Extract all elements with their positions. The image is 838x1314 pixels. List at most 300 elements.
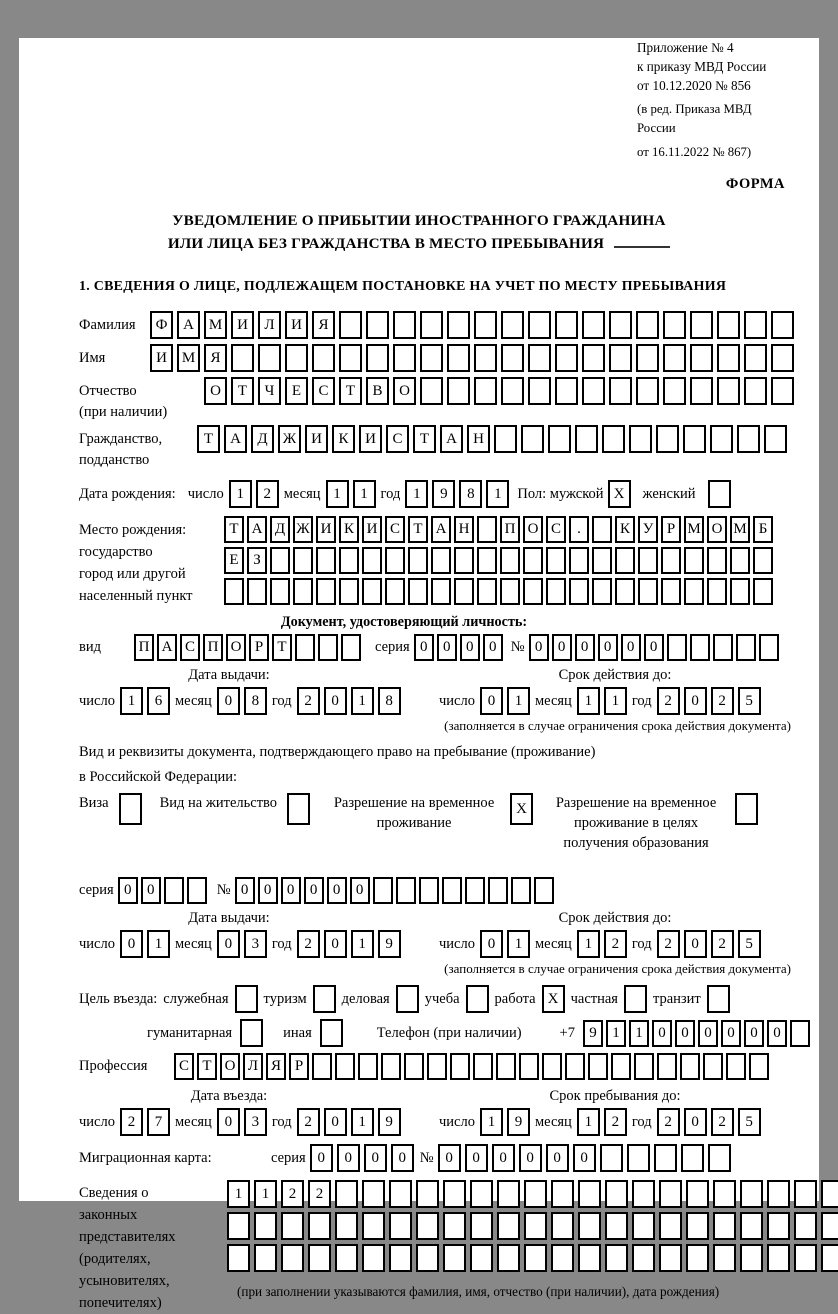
char-cell xyxy=(749,1053,769,1080)
doc-number-cells xyxy=(529,634,779,661)
purpose-transit-label: транзит xyxy=(652,990,701,1007)
char-cell: О xyxy=(393,377,416,405)
annex-edit-line: от 16.11.2022 № 867) xyxy=(637,145,752,159)
migration-number-cells xyxy=(438,1144,731,1172)
char-cell xyxy=(737,425,760,453)
char-cell xyxy=(488,877,508,904)
issue-date-heading: Дата выдачи: xyxy=(188,667,270,683)
char-cell xyxy=(740,1244,763,1272)
char-cell xyxy=(726,1053,746,1080)
day-label: число xyxy=(79,935,115,952)
char-cell: 2 xyxy=(604,930,627,958)
char-cell xyxy=(270,547,290,574)
char-cell xyxy=(656,425,679,453)
char-cell xyxy=(389,1180,412,1208)
purpose-study-checkbox xyxy=(466,985,489,1013)
expiry-date-heading: Срок действия до: xyxy=(558,910,672,926)
birth-place-line3-cells xyxy=(224,578,773,605)
char-cell: 0 xyxy=(217,687,240,715)
birth-date-group xyxy=(188,480,510,508)
char-cell xyxy=(632,1212,655,1240)
char-cell: 0 xyxy=(546,1144,569,1172)
char-cell: 3 xyxy=(244,1108,267,1136)
char-cell: К xyxy=(332,425,355,453)
birth-place-row xyxy=(79,516,819,607)
char-cell: Я xyxy=(312,311,335,339)
day-label: число xyxy=(439,935,475,952)
residence-series-cells xyxy=(118,877,207,904)
char-cell: 0 xyxy=(684,1108,707,1136)
char-cell: А xyxy=(431,516,451,543)
char-cell xyxy=(790,1020,810,1047)
char-cell: Р xyxy=(661,516,681,543)
purpose-official-label: служебная xyxy=(163,990,229,1007)
char-cell xyxy=(442,877,462,904)
birth-date-label: Дата рождения: xyxy=(79,485,176,502)
char-cell: 8 xyxy=(459,480,482,508)
char-cell xyxy=(740,1180,763,1208)
char-cell: С xyxy=(386,425,409,453)
year-label: год xyxy=(631,935,652,952)
purpose-other-label: иная xyxy=(283,1024,312,1041)
char-cell xyxy=(771,377,794,405)
title-blank-underline xyxy=(614,234,670,248)
annex-line: Приложение № 4 xyxy=(637,40,734,55)
char-cell xyxy=(680,1053,700,1080)
char-cell: М xyxy=(177,344,200,372)
char-cell: М xyxy=(730,516,750,543)
char-cell xyxy=(659,1180,682,1208)
expiry-day-cells xyxy=(480,687,530,715)
char-cell: 2 xyxy=(711,930,734,958)
char-cell xyxy=(420,377,443,405)
char-cell xyxy=(794,1244,817,1272)
char-cell xyxy=(690,634,710,661)
char-cell: О xyxy=(204,377,227,405)
char-cell: 9 xyxy=(432,480,455,508)
visa-checkbox xyxy=(119,793,142,825)
char-cell: С xyxy=(174,1053,194,1080)
char-cell xyxy=(654,1144,677,1172)
char-cell xyxy=(659,1212,682,1240)
month-label: месяц xyxy=(283,485,321,502)
char-cell: А xyxy=(247,516,267,543)
char-cell xyxy=(454,547,474,574)
char-cell: 2 xyxy=(711,1108,734,1136)
char-cell xyxy=(713,634,733,661)
day-label: число xyxy=(439,692,475,709)
expiry-month-cells xyxy=(577,930,627,958)
char-cell xyxy=(316,547,336,574)
doc-series-label: серия xyxy=(375,639,410,655)
char-cell: 0 xyxy=(529,634,549,661)
char-cell xyxy=(578,1180,601,1208)
patronymic-cells xyxy=(204,377,794,405)
char-cell xyxy=(740,1212,763,1240)
char-cell xyxy=(542,1053,562,1080)
char-cell xyxy=(187,877,207,904)
char-cell: И xyxy=(316,516,336,543)
char-cell: Л xyxy=(243,1053,263,1080)
char-cell xyxy=(254,1244,277,1272)
char-cell: 5 xyxy=(738,1108,761,1136)
doc-kind-cells xyxy=(134,634,361,661)
char-cell: 0 xyxy=(438,1144,461,1172)
char-cell xyxy=(592,516,612,543)
char-cell xyxy=(636,311,659,339)
char-cell: О xyxy=(220,1053,240,1080)
purpose-humanitarian-checkbox xyxy=(240,1019,263,1047)
option-visa xyxy=(79,793,142,825)
purpose-business-label: деловая xyxy=(341,990,390,1007)
char-cell: 8 xyxy=(378,687,401,715)
char-cell xyxy=(767,1180,790,1208)
purpose-row1 xyxy=(79,985,819,1013)
char-cell: 2 xyxy=(297,1108,320,1136)
char-cell xyxy=(164,877,184,904)
purpose-work-checkbox: X xyxy=(542,985,565,1013)
char-cell: 1 xyxy=(507,930,530,958)
char-cell xyxy=(501,311,524,339)
char-cell: 0 xyxy=(675,1020,695,1047)
char-cell xyxy=(293,578,313,605)
purpose-study-label: учеба xyxy=(424,990,460,1007)
purpose-work-label: работа xyxy=(494,990,536,1007)
char-cell xyxy=(450,1053,470,1080)
year-label: год xyxy=(631,692,652,709)
char-cell xyxy=(592,547,612,574)
char-cell: 2 xyxy=(120,1108,143,1136)
char-cell: 0 xyxy=(258,877,278,904)
char-cell xyxy=(443,1212,466,1240)
char-cell xyxy=(767,1244,790,1272)
entry-date-group xyxy=(79,1108,439,1136)
char-cell: 0 xyxy=(324,1108,347,1136)
char-cell xyxy=(794,1212,817,1240)
char-cell: Я xyxy=(204,344,227,372)
char-cell xyxy=(270,578,290,605)
char-cell xyxy=(362,578,382,605)
series-label: серия xyxy=(79,882,114,898)
char-cell: Р xyxy=(289,1053,309,1080)
char-cell: 7 xyxy=(147,1108,170,1136)
char-cell xyxy=(501,344,524,372)
char-cell: 0 xyxy=(120,930,143,958)
char-cell: 2 xyxy=(281,1180,304,1208)
issue-month-cells xyxy=(217,930,267,958)
char-cell: 0 xyxy=(492,1144,515,1172)
char-cell xyxy=(771,311,794,339)
char-cell: 0 xyxy=(575,634,595,661)
citizenship-cells xyxy=(197,425,787,453)
char-cell xyxy=(528,344,551,372)
stay-year-cells xyxy=(657,1108,761,1136)
char-cell xyxy=(494,425,517,453)
char-cell: 0 xyxy=(744,1020,764,1047)
temp-residence-checkbox: X xyxy=(510,793,533,825)
entry-stay-dates xyxy=(79,1088,819,1136)
char-cell xyxy=(690,344,713,372)
char-cell xyxy=(312,1053,332,1080)
char-cell: 9 xyxy=(583,1020,603,1047)
char-cell xyxy=(551,1244,574,1272)
issue-date-group xyxy=(79,687,439,715)
char-cell: 0 xyxy=(235,877,255,904)
purpose-private-label: частная xyxy=(570,990,618,1007)
char-cell xyxy=(690,311,713,339)
char-cell: 1 xyxy=(353,480,376,508)
char-cell xyxy=(681,1144,704,1172)
given-name-row xyxy=(79,344,819,372)
char-cell: К xyxy=(339,516,359,543)
char-cell: 2 xyxy=(604,1108,627,1136)
char-cell: И xyxy=(285,311,308,339)
representatives-block xyxy=(79,1180,819,1314)
char-cell xyxy=(366,311,389,339)
sex-male-checkbox: X xyxy=(608,480,631,508)
char-cell: 0 xyxy=(573,1144,596,1172)
phone-label: Телефон (при наличии) xyxy=(376,1024,522,1041)
char-cell: 1 xyxy=(227,1180,250,1208)
char-cell xyxy=(416,1180,439,1208)
char-cell xyxy=(528,311,551,339)
identity-doc-heading: Документ, удостоверяющий личность: xyxy=(280,614,528,630)
year-label: год xyxy=(271,692,292,709)
option-residence-permit xyxy=(160,793,310,825)
char-cell xyxy=(730,578,750,605)
char-cell: Я xyxy=(266,1053,286,1080)
char-cell: Т xyxy=(224,516,244,543)
char-cell xyxy=(465,877,485,904)
char-cell: 1 xyxy=(604,687,627,715)
expiry-year-cells xyxy=(657,687,761,715)
char-cell xyxy=(764,425,787,453)
char-cell xyxy=(663,377,686,405)
char-cell: 0 xyxy=(324,930,347,958)
char-cell: П xyxy=(500,516,520,543)
char-cell xyxy=(582,311,605,339)
char-cell: 0 xyxy=(460,634,480,661)
char-cell xyxy=(420,311,443,339)
representatives-note: (при заполнении указываются фамилия, имя, отчество (при наличии), дата рождения) xyxy=(237,1284,720,1299)
stay-until-heading: Срок пребывания до: xyxy=(549,1088,681,1104)
char-cell xyxy=(523,547,543,574)
char-cell xyxy=(703,1053,723,1080)
char-cell: 1 xyxy=(351,1108,374,1136)
char-cell: Ж xyxy=(278,425,301,453)
char-cell: О xyxy=(523,516,543,543)
migration-number-label: № xyxy=(419,1149,434,1166)
char-cell: 0 xyxy=(217,930,240,958)
char-cell: Б xyxy=(753,516,773,543)
residence-doc-dates xyxy=(79,910,819,958)
residence-doc-series-row xyxy=(79,877,819,904)
char-cell: 1 xyxy=(577,930,600,958)
annex-line: от 10.12.2020 № 856 xyxy=(637,78,751,93)
char-cell xyxy=(759,634,779,661)
char-cell xyxy=(416,1244,439,1272)
annex-line: к приказу МВД России xyxy=(637,59,767,74)
char-cell: 1 xyxy=(229,480,252,508)
char-cell xyxy=(528,377,551,405)
year-label: год xyxy=(631,1113,652,1130)
char-cell xyxy=(615,547,635,574)
char-cell: Т xyxy=(339,377,362,405)
temp-residence-label: Разрешение на временное проживание xyxy=(333,795,495,831)
char-cell: К xyxy=(615,516,635,543)
char-cell xyxy=(393,344,416,372)
char-cell: 0 xyxy=(684,930,707,958)
char-cell: 1 xyxy=(351,687,374,715)
char-cell: 2 xyxy=(657,930,680,958)
char-cell: 2 xyxy=(308,1180,331,1208)
char-cell xyxy=(821,1212,838,1240)
char-cell xyxy=(730,547,750,574)
char-cell xyxy=(519,1053,539,1080)
char-cell: 0 xyxy=(437,634,457,661)
char-cell: 1 xyxy=(606,1020,626,1047)
char-cell xyxy=(690,377,713,405)
char-cell xyxy=(661,578,681,605)
char-cell xyxy=(470,1244,493,1272)
char-cell xyxy=(609,377,632,405)
char-cell xyxy=(551,1180,574,1208)
char-cell xyxy=(470,1180,493,1208)
annex-reference xyxy=(637,38,791,162)
char-cell xyxy=(408,547,428,574)
char-cell xyxy=(308,1212,331,1240)
char-cell: 0 xyxy=(698,1020,718,1047)
char-cell: Ф xyxy=(150,311,173,339)
char-cell xyxy=(659,1244,682,1272)
day-label: число xyxy=(79,692,115,709)
char-cell: 1 xyxy=(507,687,530,715)
month-label: месяц xyxy=(534,935,572,952)
char-cell xyxy=(602,425,625,453)
char-cell: С xyxy=(312,377,335,405)
doc-kind-label: вид xyxy=(79,639,101,655)
month-label: месяц xyxy=(534,692,572,709)
annex-edit-line: (в ред. Приказа МВД России xyxy=(637,102,752,135)
char-cell xyxy=(534,877,554,904)
residence-doc-line2: в Российской Федерации: xyxy=(79,769,238,785)
char-cell: П xyxy=(203,634,223,661)
char-cell xyxy=(663,344,686,372)
char-cell xyxy=(358,1053,378,1080)
issue-year-cells xyxy=(297,930,401,958)
char-cell xyxy=(661,547,681,574)
form-title xyxy=(19,209,819,255)
expiry-date-group xyxy=(439,687,791,715)
char-cell: З xyxy=(247,547,267,574)
issue-date-group xyxy=(79,930,439,958)
char-cell: 9 xyxy=(507,1108,530,1136)
char-cell xyxy=(393,311,416,339)
citizenship-label: Гражданство, подданство xyxy=(79,431,163,468)
char-cell: 6 xyxy=(147,687,170,715)
given-name-label: Имя xyxy=(79,349,106,366)
char-cell: 1 xyxy=(147,930,170,958)
char-cell: . xyxy=(569,516,589,543)
char-cell xyxy=(497,1180,520,1208)
char-cell: 1 xyxy=(405,480,428,508)
char-cell xyxy=(713,1212,736,1240)
char-cell xyxy=(524,1212,547,1240)
char-cell xyxy=(555,311,578,339)
representatives-label: Сведения о законных представителях (родителях, усыновителях, попечителях) xyxy=(79,1185,176,1311)
char-cell: 1 xyxy=(351,930,374,958)
char-cell xyxy=(605,1212,628,1240)
char-cell xyxy=(565,1053,585,1080)
char-cell xyxy=(447,311,470,339)
migration-series-cells xyxy=(310,1144,414,1172)
char-cell xyxy=(523,578,543,605)
char-cell xyxy=(427,1053,447,1080)
identity-doc-dates xyxy=(79,667,819,715)
citizenship-row xyxy=(79,425,819,471)
char-cell xyxy=(632,1244,655,1272)
char-cell: 1 xyxy=(629,1020,649,1047)
purpose-business-checkbox xyxy=(396,985,419,1013)
month-label: месяц xyxy=(174,1113,212,1130)
char-cell: 9 xyxy=(378,1108,401,1136)
char-cell xyxy=(335,1053,355,1080)
char-cell xyxy=(477,547,497,574)
phone-cells xyxy=(583,1020,810,1047)
migration-card-label: Миграционная карта: xyxy=(79,1149,212,1166)
char-cell xyxy=(308,1244,331,1272)
char-cell xyxy=(636,377,659,405)
char-cell: 0 xyxy=(327,877,347,904)
expiry-day-cells xyxy=(480,930,530,958)
form-title-line1: УВЕДОМЛЕНИЕ О ПРИБЫТИИ ИНОСТРАННОГО ГРАЖДАНИНА xyxy=(172,212,666,229)
char-cell xyxy=(615,578,635,605)
char-cell xyxy=(713,1244,736,1272)
char-cell: 1 xyxy=(577,687,600,715)
char-cell: 0 xyxy=(483,634,503,661)
char-cell: 0 xyxy=(480,687,503,715)
char-cell xyxy=(636,344,659,372)
char-cell: Т xyxy=(413,425,436,453)
entry-day-cells xyxy=(120,1108,170,1136)
expiry-date-heading: Срок действия до: xyxy=(558,667,672,683)
char-cell: 0 xyxy=(414,634,434,661)
char-cell xyxy=(500,547,520,574)
char-cell xyxy=(629,425,652,453)
char-cell xyxy=(443,1180,466,1208)
char-cell xyxy=(295,634,315,661)
char-cell: 0 xyxy=(324,687,347,715)
issue-year-cells xyxy=(297,687,401,715)
char-cell: М xyxy=(204,311,227,339)
char-cell xyxy=(667,634,687,661)
char-cell xyxy=(281,1212,304,1240)
char-cell xyxy=(551,1212,574,1240)
char-cell: 0 xyxy=(465,1144,488,1172)
char-cell xyxy=(496,1053,516,1080)
char-cell: И xyxy=(231,311,254,339)
char-cell: 3 xyxy=(244,930,267,958)
char-cell xyxy=(686,1212,709,1240)
representatives-line2-cells xyxy=(227,1212,838,1240)
char-cell xyxy=(686,1180,709,1208)
char-cell xyxy=(521,425,544,453)
char-cell: О xyxy=(707,516,727,543)
char-cell: 0 xyxy=(519,1144,542,1172)
residence-doc-note: (заполняется в случае ограничения срока действия документа) xyxy=(444,961,791,976)
birth-place-grid xyxy=(224,516,773,605)
char-cell xyxy=(683,425,706,453)
